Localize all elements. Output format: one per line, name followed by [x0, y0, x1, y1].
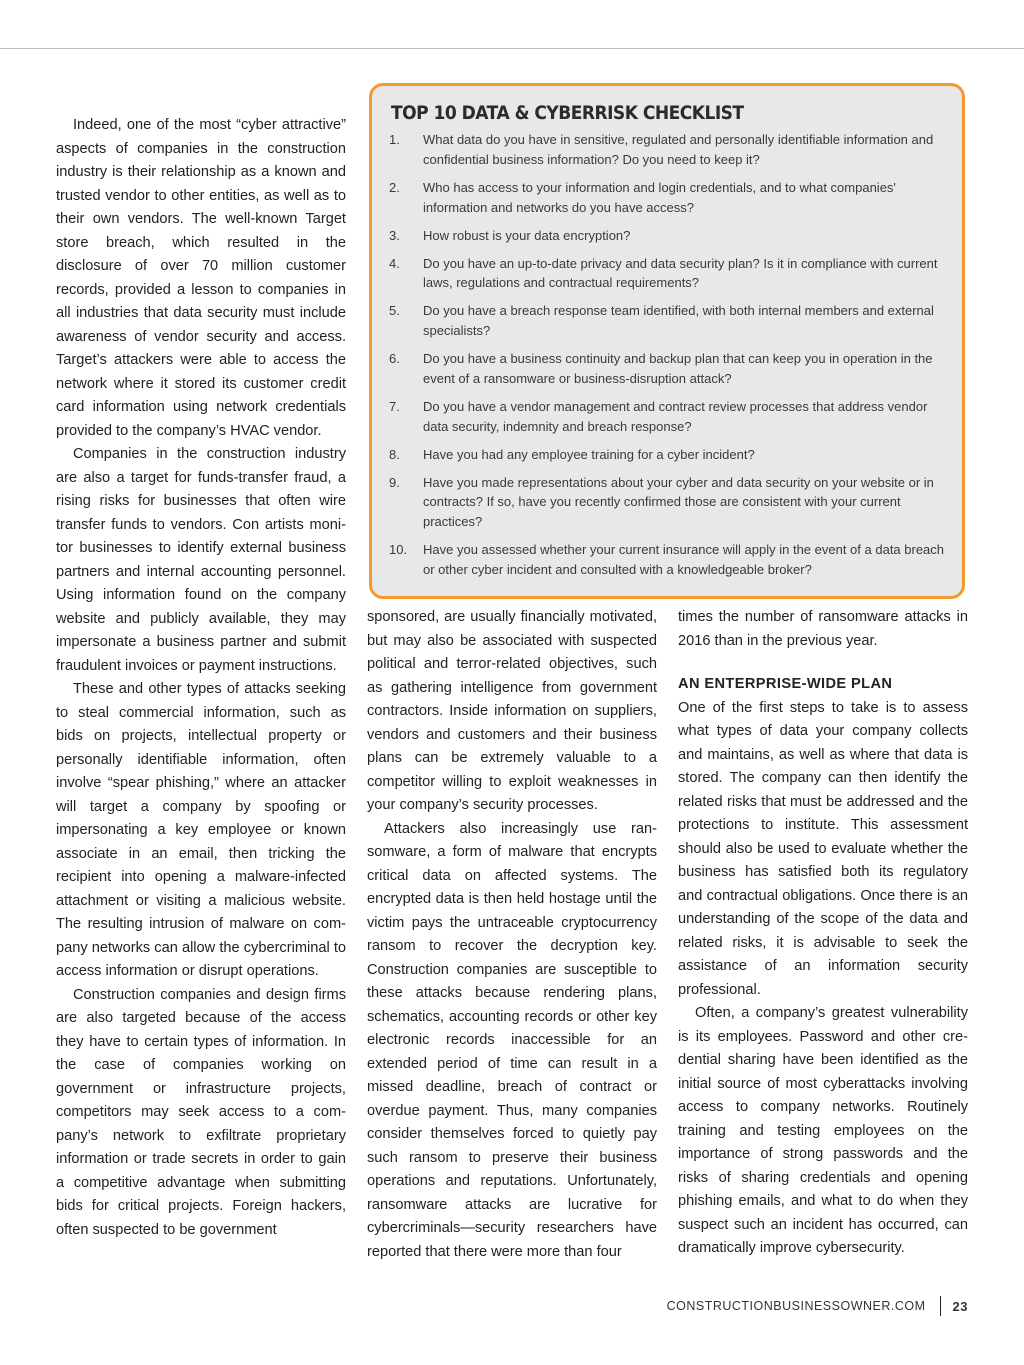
checklist-item-number: 10. — [389, 542, 408, 558]
checklist-item-number: 4. — [389, 255, 400, 271]
checklist-item-text: Who has access to your information and login credentials, and to what companies' information and networks do you have access? — [423, 179, 896, 215]
checklist-item — [389, 130, 944, 170]
checklist-item-number: 1. — [389, 132, 400, 147]
checklist-sidebar — [369, 83, 965, 599]
body-paragraph: These and other types of attacks seeking to steal commercial information, such as bids on projects, intellectual property or personally identifiable information, often involve “spear phishing,” where an attacker will target a company by spoofing or impersonating a key employee or known associate in an email, then tricking the recipient into opening a malware-infected attachment or visiting a malicious website. The resulting intrusion of malware on company networks can allow the cybercriminal to access information or disrupt operations. — [56, 681, 346, 979]
article-column-2 — [367, 606, 657, 1264]
footer-website: CONSTRUCTIONBUSINESSOWNER.COM — [666, 1299, 926, 1313]
section-heading: AN ENTERPRISE-WIDE PLAN — [678, 676, 893, 692]
checklist-item-number: 6. — [389, 351, 400, 367]
body-paragraph-continued: times the number of ransomware attacks in 2016 than in the previous year. — [678, 609, 968, 649]
header-rule — [0, 48, 1024, 49]
checklist-item-text: Do you have a breach response team identified, with both internal members and external specialists? — [423, 303, 934, 339]
checklist-item-text: How robust is your data encryption? — [423, 227, 631, 243]
body-paragraph: Attackers also increasingly use ransomware, a form of malware that encrypts critical data on affected systems. The encrypted data is then held hostage until the victim pays the untraceable cryptocurrency ransom to recover the decryption key. Construction companies are susceptible to these attacks because rendering plans, schematics, accounting records or other key electronic records inaccessible for an extended period of time can result in a missed deadline, breach of contract or overdue payment. Thus, many companies consider themselves forced to quietly pay such ransom to preserve their business operations and reputations. Unfortunately, ransomware attacks are lucrative for cybercriminals—security researchers have reported that there were more than four — [367, 820, 657, 1260]
checklist-title: TOP 10 DATA & CYBERRISK CHECKLIST — [391, 102, 744, 124]
checklist-item-text: Do you have a vendor management and contract review processes that address vendor data security, indemnity and breach response? — [423, 398, 928, 434]
article-column-3 — [678, 606, 968, 1261]
body-paragraph: One of the first steps to take is to assess what types of data your company collects and maintains, as well as where that data is stored. The company can then identify the related risks that must be addressed and the protections to institute. This assessment should also be used to evaluate whether the business has satisfied both its regulatory and contractual obligations. Once there is an understanding of the scope of the data and related risks, it is advisable to seek the assistance of an information security professional. — [678, 699, 968, 998]
checklist-item-text: What data do you have in sensitive, regulated and personally identifiable information and confidential business information? Do you need to keep it? — [423, 132, 934, 167]
checklist-item — [389, 540, 944, 580]
footer-divider — [940, 1296, 941, 1316]
checklist-item-text: Have you made representations about your cyber and data security on your website or in contracts? If so, have you recently confirmed those are consistent with your current practices? — [423, 474, 934, 530]
checklist-item-text: Do you have a business continuity and backup plan that can keep you in operation in the event of a ransomware or business-disruption attack? — [423, 351, 933, 386]
checklist-item — [389, 349, 944, 389]
checklist-item-text: Have you assessed whether your current insurance will apply in the event of a data breach or other cyber incident and consulted with a knowledgeable broker? — [423, 542, 945, 578]
checklist-item — [389, 178, 944, 218]
checklist-list — [389, 130, 944, 580]
body-paragraph-continued: sponsored, are usually financially motivated, but may also be associated with suspected political and terror-related objectives, such as gathering intelligence from government contractors. Inside information on suppliers, vendors and customers and their business plans can be extremely valuable to a competitor willing to exploit weaknesses in your company’s security processes. — [367, 609, 657, 813]
checklist-item — [389, 226, 944, 246]
checklist-item — [389, 301, 944, 341]
checklist-item-number: 9. — [389, 474, 400, 490]
checklist-item-text: Do you have an up-to-date privacy and data security plan? Is it in compliance with current laws, regulations and contractual requirements? — [423, 255, 938, 291]
checklist-item-number: 3. — [389, 227, 400, 243]
page-number: 23 — [952, 1298, 968, 1314]
checklist-item — [389, 445, 944, 465]
checklist-item-number: 5. — [389, 303, 400, 319]
checklist-item-number: 2. — [389, 179, 400, 195]
body-paragraph: Indeed, one of the most “cyber attractive” aspects of companies in the construction industry is their relationship as a known and trusted vendor to other entities, as well as to their own vendors. The well-known Target store breach, which resulted in the disclosure of over 70 million customer records, provided a lesson to companies in all industries that data security must include awareness of vendor security and access. Target’s attackers were able to access the network where it stored its customer credit card information using network credentials provided to the company’s HVAC vendor. — [56, 117, 346, 439]
checklist-item — [389, 473, 944, 532]
body-paragraph: Construction companies and design firms are also targeted because of the access they have to certain types of information. In the case of companies working on government or infrastructure projects, competitors may seek access to a company’s network to exfiltrate proprietary information or trade secrets in order to gain a competitive advantage when submitting bids for critical projects. Foreign hackers, often suspected to be government — [56, 986, 346, 1238]
body-paragraph: Often, a company’s greatest vulnerability is its employees. Password and other credential sharing have been identified as the initial source of most cyberattacks involving access to company networks. Routinely training and testing employees on the importance of strong passwords and the risks of sharing credentials and opening phishing emails, and what to do when they suspect such an incident has occurred, can dramatically improve cybersecurity. — [678, 1005, 968, 1256]
body-paragraph: Companies in the construction industry are also a target for funds-transfer fraud, a rising risks for businesses that often wire transfer funds to vendors. Con artists monitor businesses to identify external business partners and internal accounting personnel. Using information found on the company website and publicly available, they may impersonate a business partner and submit fraudulent invoices or payment instructions. — [56, 446, 346, 674]
checklist-item-number: 8. — [389, 446, 400, 462]
checklist-item — [389, 254, 944, 294]
checklist-item-number: 7. — [389, 398, 400, 414]
page-footer — [667, 1295, 968, 1317]
checklist-item — [389, 397, 944, 437]
article-column-1 — [56, 114, 346, 1242]
checklist-item-text: Have you had any employee training for a cyber incident? — [423, 446, 755, 462]
